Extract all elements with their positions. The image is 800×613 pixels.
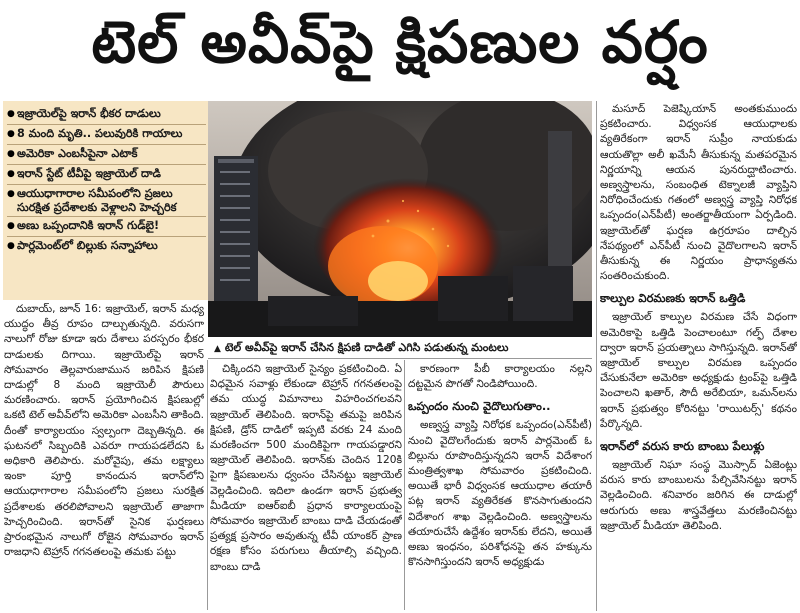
- subheading: ఇరాన్‌లో వరుస కారు బాంబు పేలుళ్లు: [600, 439, 765, 454]
- photo-caption: ▲ టెల్ అవీవ్‌పై ఇరాన్ చేసిన క్షిపణి దాడితో ఎగిసి పడుతున్న మంటలు: [208, 339, 592, 359]
- column-divider: [404, 360, 405, 610]
- body-text: ఇజ్రాయెల్ నిఘా సంస్థ మొస్సాద్ ఏజెంట్లు వరుస కారు బాంబులను పేల్చివేసినట్టు ఇరాన్ వెల్లడించింది. శనివారం జరిగిన ఈ దాడుల్లో ఆరుగురు అణు శాస్త్రవేత్తలు మరణించినట్టు ఇజ్రాయెల్ మీడియా తెలిపింది.: [600, 459, 797, 532]
- highlight-item: ● అమెరికా ఎంబసీపైనా ఎటాక్: [7, 145, 206, 165]
- highlight-item: ● పార్లమెంట్‌లో బిల్లుకు సన్నాహాలు: [7, 239, 158, 253]
- column-divider: [207, 360, 208, 610]
- subheading: కాల్పుల విరమణకు ఇరాన్ ఒత్తిడి: [600, 291, 746, 306]
- highlight-item: ● ఆయుధాగారాల సమీపంలోని ప్రజలు సురక్షిత ప్రదేశాలకు వెళ్లాలని హెచ్చరిక: [7, 185, 206, 218]
- body-text: మసూద్ పెజెష్కియాన్ అంతకుముందు ప్రకటించారు. విధ్వంసక ఆయుధాలకు వ్యతిరేకంగా ఇరాన్ సుప్రీం నాయకుడు ఆయతొల్లా అలీ ఖమేనీ తీసుకున్న మతపరమైన నిర్ణయాన్ని ఆయన పునరుద్ఘాటించారు. అణ్వస్త్రాలను, సంబంధిత టెక్నాలజీ వ్యాప్తిని నిరోధించేందుకు గతంలో అణ్వస్త్ర వ్యాప్తి నిరోధక ఒప్పందం(ఎన్‌పీటీ) అంతర్జాతీయంగా ఏర్పడింది. ఇజ్రాయెల్‌తో ఘర్షణ ఉగ్రరూపం దాల్చిన నేపథ్యంలో ఎన్‌పీటీ నుంచి వైదొలగాలని ఇరాన్ తీసుకున్న ఈ నిర్ణయం ప్రాధాన్యతను సంతరించుకుంది.: [600, 103, 797, 283]
- article-column-3: [408, 362, 592, 611]
- news-photo: [208, 101, 592, 337]
- article-column-1: [4, 302, 204, 611]
- body-text: ఇజ్రాయెల్ కాల్పుల విరమణ చేసే విధంగా అమెరికాపై ఒత్తిడి పెంచాలంటూ గల్ఫ్ దేశాల ద్వారా ఇరాన్ ప్రయత్నాలు సాగిస్తున్నది. ఇరాన్‌తో ఇజ్రాయెల్ కాల్పుల విరమణ ఒప్పందం చేసుకునేలా అమెరికా అధ్యక్షుడు ట్రంప్‌పై ఒత్తిడి పెంచాలని ఖతార్, సౌదీ అరేబియా, ఒమన్‌లను ఇరాన్ ప్రభుత్వం కోరినట్టు 'రాయిటర్స్' కథనం పేర్కొన్నది.: [600, 311, 797, 430]
- bullet-icon: ●: [7, 109, 15, 119]
- highlight-item: ● ఇరాన్ స్టేట్ టీవీపై ఇజ్రాయెల్ దాడి: [7, 165, 206, 185]
- body-text: దుబాయ్, జూన్ 16: ఇజ్రాయెల్, ఇరాన్ మధ్య యుద్ధం తీవ్ర రూపం దాల్చుతున్నది. వరుసగా నాలుగో రోజు కూడా ఇరు దేశాలు పరస్పరం భీకర దాడులకు దిగాయి. ఇజ్రాయెల్‌పై ఇరాన్ సోమవారం తెల్లవారుజామున జరిపిన క్షిపణి దాడుల్లో 8 మంది ఇజ్రాయెలీ పౌరులు మరణించారు. ఇరాన్ ప్రయోగించిన క్షిపణుల్లో ఒకటి టెల్ అవీవ్‌లోని అమెరికా ఎంబసీని తాకింది. దీంతో కార్యాలయం స్వల్పంగా దెబ్బతిన్నది. ఈ ఘటనలో సిబ్బందికి ఎవరూ గాయపడలేదని ఓ అధికారి తెలిపారు. మరోవైపు, తమ లక్ష్యాలు ఇంకా పూర్తి కానందున ఇరాన్‌లోని ఆయుధాగారాల సమీపంలోని ప్రజలు సురక్షిత ప్రదేశాలకు తరలిపోవాలని ఇజ్రాయెల్ తాజాగా హెచ్చరించింది. ఇరాన్‌తో సైనిక ఘర్షణలు ప్రారంభమైన నాలుగో రోజైన సోమవారం ఇరాన్ రాజధాని టెహ్రాన్ గగనతలంపై తమకు పట్టు: [4, 303, 204, 559]
- caption-triangle-icon: ▲: [214, 343, 221, 354]
- body-text: అణ్వస్త్ర వ్యాప్తి నిరోధక ఒప్పందం(ఎన్‌పీటీ) నుంచి వైదొలగేందుకు ఇరాన్ పార్లమెంట్ ఓ బిల్లును రూపొందిస్తున్నదని ఇరాన్ విదేశాంగ మంత్రిత్వశాఖ సోమవారం ప్రకటించింది. అయితే భారీ విధ్వంసక ఆయుధాల తయారీ పట్ల ఇరాన్ వ్యతిరేకత కొనసాగుతుందని విదేశాంగ శాఖ వెల్లడించింది. అణ్వస్త్రాలను తయారుచేసే ఉద్దేశం ఇరాన్‌కు లేదని, అయితే అణు ఇంధనం, పరిశోధనపై తన హక్కును కొనసాగిస్తుందని ఇరాన్ అధ్యక్షుడు: [408, 419, 592, 569]
- bullet-icon: ●: [7, 128, 15, 139]
- column-divider: [596, 101, 597, 611]
- body-text: కారణంగా పీబీ కార్యాలయం నల్లని దట్టమైన పొగతో నిండిపోయింది.: [408, 363, 592, 391]
- highlight-item: ● అణు ఒప్పందానికి ఇరాన్ గుడ్‌బై!: [7, 217, 206, 237]
- article-column-4: [600, 102, 797, 611]
- fire-explosion-image: [208, 101, 592, 337]
- bullet-icon: ●: [7, 221, 15, 232]
- highlight-item: ● ఇజ్రాయెల్‌పై ఇరాన్ భీకర దాడులు: [7, 105, 206, 125]
- bullet-icon: ●: [7, 241, 15, 252]
- body-text: చిక్కిందని ఇజ్రాయెల్ సైన్యం ప్రకటించింది. ఏ విధమైన సవాళ్లు లేకుండా టెహ్రాన్ గగనతలంపై తమ యుద్ధ విమానాలు విహరించగలవని ఇజ్రాయెల్ తెలిపింది. ఇరాన్‌పై తమపై జరిపిన క్షిపణి, డ్రోన్ దాడిలో ఇప్పటి వరకు 24 మంది మరణించగా 500 మందికిపైగా గాయపడ్డారని ఇజ్రాయెల్ తెలిపింది. ఇరాన్‌కు చెందిన 120కి పైగా క్షిపణులను ధ్వంసం చేసినట్టు ఇజ్రాయెల్ వెల్లడించింది. ఇదిలా ఉండగా ఇరాన్ ప్రభుత్వ మీడియా ఐఆర్ఐబీ ప్రధాన కార్యాలయంపై సోమవారం ఇజ్రాయెల్ బాంబు దాడి చేయడంతో ప్రత్యక్ష ప్రసారం అవుతున్న టీవీ యాంకర్ ప్రాణ రక్షణ కోసం పరుగులు తీయాల్సి వచ్చింది. బాంబు దాడి: [210, 363, 402, 573]
- subheading: ఒప్పందం నుంచి వైదొలుగుతాం..: [408, 399, 551, 414]
- highlight-item: ● 8 మంది మృతి.. పలువురికి గాయాలు: [7, 125, 206, 145]
- bullet-icon: ●: [7, 148, 15, 159]
- article-column-2: [210, 362, 402, 611]
- bullet-icon: ●: [7, 188, 15, 199]
- bullet-icon: ●: [7, 168, 15, 179]
- headline: టెల్ అవీవ్‌పై క్షిపణుల వర్షం: [91, 7, 709, 76]
- highlights-box: [3, 101, 208, 300]
